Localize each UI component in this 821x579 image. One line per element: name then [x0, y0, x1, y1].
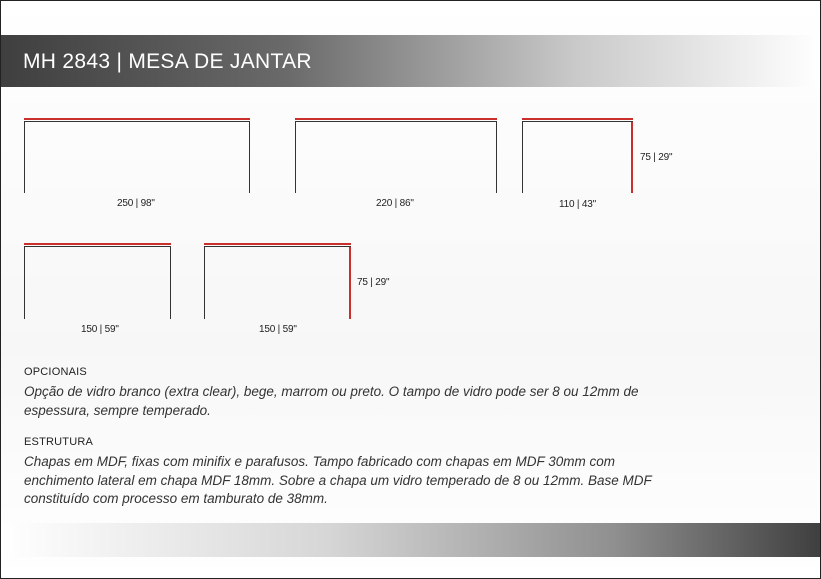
estrutura-heading: ESTRUTURA [24, 436, 94, 448]
estrutura-text: Chapas em MDF, fixas com minifix e parafusos. Tampo fabricado com chapas em MDF 30mm com enchimento lateral em chapa MDF 18mm. Sobre a chapa um vidro temperado de 8 ou 12mm. Base MDF constituído com processo em tamburato de 38mm. [24, 454, 652, 506]
table-leg-left [522, 122, 523, 193]
table-leg-right [496, 122, 497, 193]
opcionais-text: Opção de vidro branco (extra clear), bege, marrom ou preto. O tampo de vidro pode ser 8 ou 12mm de espessura, sempre temperado. [24, 384, 639, 418]
table-leg-left [24, 247, 25, 319]
height-label-110: 75 | 29" [640, 152, 673, 163]
width-label-250: 250 | 98" [117, 198, 155, 209]
page-title: MH 2843 | MESA DE JANTAR [23, 50, 312, 73]
table-top [295, 118, 497, 122]
table-top [24, 118, 250, 122]
table-diagram-220 [295, 118, 497, 193]
table-leg-height-marker [349, 247, 351, 319]
height-label-150-b: 75 | 29" [357, 277, 390, 288]
table-leg-right [249, 122, 250, 193]
table-leg-left [24, 122, 25, 193]
width-label-150-b: 150 | 59" [259, 324, 297, 335]
table-leg-right [170, 247, 171, 319]
table-diagram-150-b [204, 243, 351, 319]
table-top [24, 243, 171, 247]
table-diagram-110 [522, 118, 633, 193]
width-label-110: 110 | 43" [559, 199, 596, 210]
width-label-220: 220 | 86" [376, 198, 414, 209]
table-top [522, 118, 633, 122]
title-band [1, 35, 820, 87]
table-leg-left [204, 247, 205, 319]
width-label-150-a: 150 | 59" [81, 324, 119, 335]
table-leg-left [295, 122, 296, 193]
table-diagram-250 [24, 118, 250, 193]
table-leg-height-marker [631, 122, 633, 193]
table-top [204, 243, 351, 247]
footer-band [1, 523, 820, 557]
table-diagram-150-a [24, 243, 171, 319]
opcionais-heading: OPCIONAIS [24, 366, 87, 378]
